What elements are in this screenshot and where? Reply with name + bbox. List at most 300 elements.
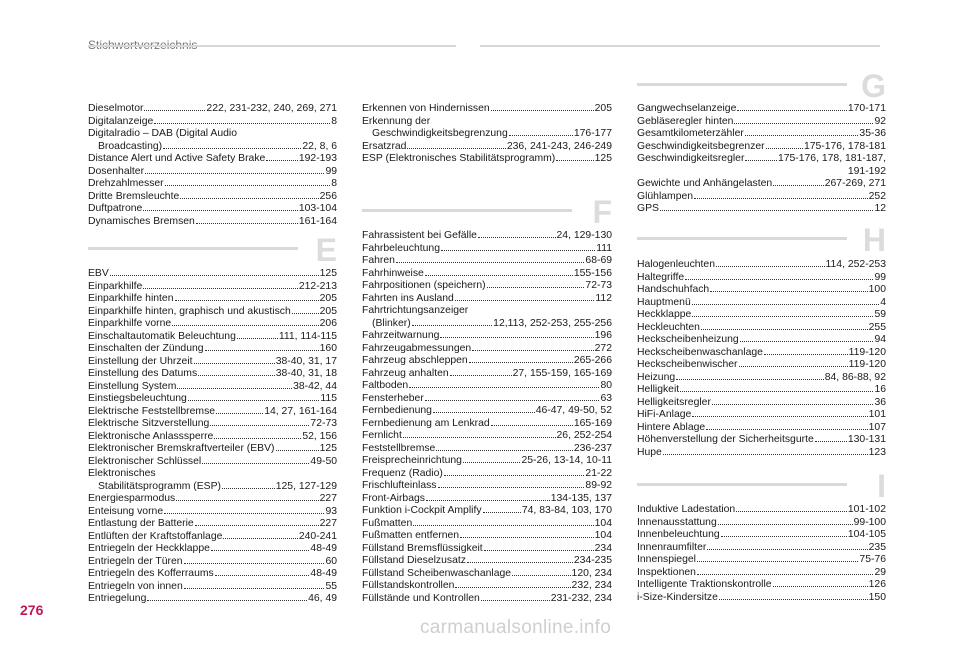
section-letter-g: G: [861, 68, 886, 104]
index-entry: [637, 153, 886, 166]
dot-leader: [184, 588, 325, 589]
index-pages: 125: [319, 268, 337, 279]
watermark: carmanualsonline.info: [420, 617, 612, 638]
dot-leader: [663, 454, 868, 455]
index-term: Freisprecheinrichtung: [362, 455, 462, 466]
dot-leader: [478, 237, 556, 238]
index-pages: 74, 83-84, 103, 170: [521, 505, 612, 516]
dot-leader: [163, 148, 301, 149]
dot-leader: [215, 575, 310, 576]
dot-leader: [460, 537, 594, 538]
index-entry: [637, 384, 886, 397]
dot-leader: [491, 110, 594, 111]
index-entry: [637, 128, 886, 141]
dot-leader: [745, 160, 777, 161]
index-term: Einparkhilfe hinten, graphisch und akustisch: [88, 305, 291, 317]
dot-leader: [701, 329, 868, 330]
index-entry: [362, 380, 612, 393]
index-entry: [362, 580, 612, 593]
dot-leader: [712, 404, 874, 405]
index-entry-term: Elektronisches: [88, 468, 156, 479]
index-entry: [637, 272, 886, 285]
index-pages: 205: [594, 103, 612, 114]
index-term: Fahren: [362, 255, 395, 266]
dot-leader: [425, 275, 573, 276]
index-pages: 24, 129-130: [556, 230, 612, 241]
index-pages: 234: [594, 542, 612, 554]
index-entry: [362, 468, 612, 481]
index-pages: 8: [331, 115, 337, 127]
index-pages: 134-135, 137: [550, 492, 612, 504]
index-pages: 212-213: [298, 280, 337, 292]
index-entry: [362, 593, 612, 606]
index-entry: [362, 443, 612, 456]
index-entry: [637, 372, 886, 385]
index-pages: 205: [319, 305, 337, 317]
index-pages: 231-232, 234: [550, 592, 612, 604]
index-pages: 16: [874, 384, 886, 395]
index-entry: [362, 153, 612, 166]
index-entry: [637, 347, 886, 360]
index-entry: [362, 555, 612, 568]
index-term: Helligkeitsregler: [637, 396, 711, 408]
index-term: Frequenz (Radio): [362, 467, 443, 479]
index-pages: 100: [868, 284, 886, 295]
index-term: Fernlicht: [362, 430, 402, 441]
index-pages: 68-69: [585, 255, 612, 266]
index-term: Hauptmenü: [637, 296, 691, 308]
section-bar-g: [637, 83, 847, 86]
index-pages: 115: [320, 393, 337, 404]
index-pages: 52, 156: [302, 430, 337, 442]
index-term: Heckleuchten: [637, 321, 700, 333]
dot-leader: [697, 574, 874, 575]
index-entry: [88, 166, 337, 179]
index-entry: [362, 103, 612, 116]
index-entry: [637, 309, 886, 322]
dot-leader: [736, 511, 847, 512]
index-pages: 104: [594, 517, 612, 529]
dot-leader: [210, 425, 309, 426]
index-term: Faltboden: [362, 380, 409, 391]
dot-leader: [739, 366, 848, 367]
index-pages: 72-73: [310, 418, 337, 429]
index-term: Entriegelung: [88, 593, 147, 604]
index-entry: [637, 409, 886, 422]
index-term: Geschwindigkeitsbegrenzer: [637, 140, 765, 152]
dot-leader: [734, 123, 873, 124]
index-entry: [637, 297, 886, 310]
index-entry: [362, 480, 612, 493]
index-entry-term: Erkennung der: [362, 115, 431, 127]
index-entry: [362, 405, 612, 418]
index-pages: 125, 127-129: [275, 480, 337, 492]
index-entry: [637, 554, 886, 567]
index-term: Entlüften der Kraftstoffanlage: [88, 530, 223, 542]
dot-leader: [773, 185, 824, 186]
index-term: Hintere Ablage: [637, 421, 706, 433]
dot-leader: [483, 512, 521, 513]
dot-leader: [710, 291, 867, 292]
dot-leader: [237, 338, 278, 339]
section-bar-e: [88, 247, 298, 250]
index-term: Fahrassistent bei Gefälle: [362, 230, 477, 241]
dot-leader: [469, 362, 573, 363]
index-entry: [362, 455, 612, 468]
index-term: Gesamtkilometerzähler: [637, 128, 744, 139]
index-entry: [362, 355, 612, 368]
index-pages: 4: [880, 296, 886, 308]
index-term: Dieselmotor: [88, 103, 144, 114]
header-rule-left: [88, 45, 456, 47]
index-pages: 240-241: [298, 530, 337, 542]
index-term: HiFi-Anlage: [637, 409, 692, 420]
index-term: Einparkhilfe hinten: [88, 293, 174, 304]
dot-leader: [188, 400, 320, 401]
index-term: ESP (Elektronisches Stabilitätsprogramm): [362, 153, 556, 164]
index-pages: 107: [868, 421, 886, 433]
dot-leader: [266, 160, 298, 161]
index-entry: [362, 318, 612, 331]
index-term: Heckscheibenwischer: [637, 359, 738, 370]
index-entry: [362, 330, 612, 343]
index-pages: 111: [596, 242, 612, 254]
dot-leader: [815, 441, 847, 442]
dot-leader: [721, 536, 847, 537]
index-entry: [88, 393, 337, 406]
index-term: Innenbeleuchtung: [637, 529, 720, 540]
index-term: Entlastung der Batterie: [88, 518, 194, 529]
dot-leader: [214, 438, 301, 439]
index-pages: 84, 86-88, 92: [824, 371, 886, 383]
index-entry: [88, 116, 337, 129]
index-entry: [637, 517, 886, 530]
index-entry: [88, 368, 337, 381]
dot-leader: [222, 488, 275, 489]
index-pages: 175-176, 178-181: [803, 140, 886, 152]
dot-leader: [172, 325, 318, 326]
index-pages: 60: [325, 555, 337, 567]
index-entry: [637, 103, 886, 116]
index-entry: [362, 493, 612, 506]
dot-leader: [450, 375, 512, 376]
index-entry: [637, 259, 886, 272]
index-term: Einstiegsbeleuchtung: [88, 393, 187, 404]
index-entry: [88, 216, 337, 229]
dot-leader: [412, 325, 492, 326]
index-pages: 222, 231-232, 240, 269, 271: [206, 103, 337, 114]
index-term: Funktion i-Cockpit Amplify: [362, 505, 482, 516]
index-entry: [362, 543, 612, 556]
index-entry: [637, 178, 886, 191]
index-pages: 72-73: [585, 280, 612, 291]
index-entry: [362, 530, 612, 543]
index-pages: 155-156: [573, 267, 612, 279]
index-entry: [637, 203, 886, 216]
index-pages: 227: [319, 518, 337, 529]
section-header-f: [362, 192, 612, 232]
index-pages: 46-47, 49-50, 52: [535, 405, 612, 416]
index-entry: [637, 334, 886, 347]
index-pages: 36: [874, 396, 886, 408]
index-pages: 150: [868, 591, 886, 603]
dot-leader: [143, 288, 298, 289]
index-term: Fahrzeug abschleppen: [362, 355, 468, 366]
index-term: Fahrzeugabmessungen: [362, 342, 472, 354]
index-term: Gewichte und Anhängelasten: [637, 178, 773, 189]
index-term: Glühlampen: [637, 190, 694, 202]
index-entry: [88, 293, 337, 306]
dot-leader: [692, 416, 867, 417]
dot-leader: [764, 354, 848, 355]
index-pages: 227: [319, 493, 337, 504]
index-entry: [88, 493, 337, 506]
index-entry: [362, 343, 612, 356]
index-term: Füllstandskontrollen: [362, 580, 455, 591]
index-term: Dynamisches Bremsen: [88, 215, 195, 227]
index-entry: [362, 430, 612, 443]
index-entry: [88, 281, 337, 294]
index-term: Elektronischer Schlüssel: [88, 455, 202, 467]
index-entry: [88, 443, 337, 456]
dot-leader: [472, 350, 593, 351]
index-entry: [88, 406, 337, 419]
dot-leader: [676, 379, 824, 380]
index-term: (Blinker): [372, 317, 411, 329]
index-entry: [88, 103, 337, 116]
index-term: Gebläseregler hinten: [637, 115, 734, 127]
index-pages: 89-92: [585, 480, 612, 491]
dot-leader: [175, 300, 319, 301]
dot-leader: [198, 375, 275, 376]
index-term: Innenspiegel: [637, 554, 696, 565]
index-term: Entriegeln des Kofferraums: [88, 568, 214, 579]
dot-leader: [487, 287, 585, 288]
index-pages: 59: [874, 309, 886, 320]
index-pages: 99-100: [853, 516, 886, 528]
dot-leader: [292, 313, 319, 314]
index-entry: [637, 529, 886, 542]
index-col2-e: [362, 103, 612, 166]
dot-leader: [403, 437, 556, 438]
index-term: Fernbedienung: [362, 405, 432, 416]
index-entry: [88, 418, 337, 431]
index-term: Fußmatten: [362, 517, 413, 529]
index-term: Einparkhilfe: [88, 280, 143, 292]
index-pages: 27, 155-159, 165-169: [512, 367, 612, 379]
index-term: Distance Alert und Active Safety Brake: [88, 153, 266, 164]
index-term: Drehzahlmesser: [88, 178, 164, 189]
index-pages: 94: [874, 334, 886, 345]
dot-leader: [745, 135, 859, 136]
index-pages: 101-102: [847, 504, 886, 515]
dot-leader: [164, 513, 324, 514]
index-pages: 46, 49: [308, 593, 337, 604]
index-entry-term: Digitalradio – DAB (Digital Audio: [88, 128, 238, 139]
dot-leader: [205, 350, 319, 351]
index-pages: 92: [874, 115, 886, 127]
dot-leader: [737, 110, 847, 111]
index-term: Elektrische Feststellbremse: [88, 405, 216, 417]
index-pages: 114, 252-253: [825, 259, 886, 270]
section-header-h: [637, 220, 886, 260]
index-term: Induktive Ladestation: [637, 504, 736, 515]
section-letter-e: E: [315, 232, 337, 268]
dot-leader: [143, 210, 298, 211]
index-term: Geschwindigkeitsbegrenzung: [372, 128, 508, 139]
dot-leader: [680, 391, 873, 392]
dot-leader: [455, 300, 595, 301]
index-pages: 119-120: [848, 359, 886, 370]
dot-leader: [147, 600, 307, 601]
index-entry: [362, 418, 612, 431]
index-term: Elektronische Anlasssperre: [88, 430, 214, 442]
dot-leader: [455, 587, 570, 588]
index-entry-term: Fahrtrichtungsanzeiger: [362, 305, 469, 316]
dot-leader: [766, 148, 803, 149]
index-term: Innenraumfilter: [637, 541, 707, 553]
index-entry: [637, 579, 886, 592]
section-bar-i: [637, 483, 847, 486]
index-term: Digitalanzeige: [88, 115, 154, 127]
dot-leader: [184, 563, 325, 564]
index-entry: [362, 230, 612, 243]
index-pages: 35-36: [859, 128, 886, 139]
index-entry: [88, 581, 337, 594]
index-term: Füllstände und Kontrollen: [362, 592, 480, 604]
index-col2-f: [362, 230, 612, 605]
index-pages: 252: [868, 190, 886, 202]
dot-leader: [692, 304, 879, 305]
section-letter-f: F: [592, 194, 612, 230]
index-term: Helligkeit: [637, 384, 680, 395]
index-entry: [88, 141, 337, 154]
index-entry: [88, 518, 337, 531]
index-term: Elektronischer Bremskraftverteiler (EBV): [88, 443, 275, 454]
dot-leader: [718, 524, 853, 525]
index-pages: 130-131: [847, 434, 886, 445]
index-entry: [637, 284, 886, 297]
dot-leader: [509, 135, 573, 136]
index-pages: 112: [595, 292, 612, 304]
index-term: Heizung: [637, 371, 676, 383]
index-term: Frischlufteinlass: [362, 480, 437, 491]
index-term: Fernbedienung am Lenkrad: [362, 417, 490, 429]
section-letter-h: H: [862, 222, 886, 258]
index-pages: 103-104: [298, 203, 337, 214]
dot-leader: [154, 123, 330, 124]
index-term: Einschalten der Zündung: [88, 343, 204, 354]
index-pages: 123: [868, 446, 886, 458]
dot-leader: [512, 575, 571, 576]
dot-leader: [202, 463, 309, 464]
index-term: Geschwindigkeitsregler: [637, 153, 745, 164]
dot-leader: [773, 586, 868, 587]
index-pages: 12: [874, 203, 886, 214]
index-entry: [362, 268, 612, 281]
index-term: Intelligente Traktionskontrolle: [637, 579, 772, 590]
index-entry: [637, 447, 886, 460]
index-pages: 12,113, 252-253, 255-256: [493, 317, 612, 329]
index-entry: [637, 434, 886, 447]
index-pages: 119-120: [848, 346, 886, 358]
dot-leader: [223, 538, 297, 539]
index-entry: [637, 567, 886, 580]
index-col1-d: [88, 103, 337, 228]
index-term: Erkennen von Hindernissen: [362, 103, 490, 114]
index-pages: 49-50: [310, 455, 337, 467]
dot-leader: [481, 600, 550, 601]
index-entry: [88, 481, 337, 494]
index-pages: 165-169: [573, 417, 612, 429]
dot-leader: [707, 549, 867, 550]
index-pages: 14, 27, 161-164: [264, 405, 337, 417]
index-term: Fahrten ins Ausland: [362, 292, 454, 304]
index-pages: 104: [594, 530, 612, 541]
dot-leader: [491, 425, 573, 426]
index-entry: [88, 506, 337, 519]
dot-leader: [176, 500, 318, 501]
index-pages: 93: [325, 505, 337, 517]
dot-leader: [484, 550, 594, 551]
header-rule-right: [480, 45, 880, 47]
dot-leader: [413, 525, 593, 526]
index-pages: 99: [874, 271, 886, 283]
index-entry: [637, 191, 886, 204]
index-pages: 236, 241-243, 246-249: [506, 140, 612, 152]
index-pages: 161-164: [298, 215, 337, 227]
index-entry: [88, 356, 337, 369]
index-col3-h: [637, 259, 886, 459]
dot-leader: [196, 223, 298, 224]
index-entry: [88, 593, 337, 606]
index-term: Füllstand Dieselzusatz: [362, 555, 466, 566]
index-pages: 192-193: [298, 153, 337, 164]
dot-leader: [433, 412, 535, 413]
index-pages: 125: [594, 153, 612, 164]
index-entry: [362, 280, 612, 293]
index-entry: [637, 504, 886, 517]
index-entry: [88, 381, 337, 394]
index-entry: [362, 393, 612, 406]
index-entry: [637, 322, 886, 335]
index-pages: 111, 114-115: [278, 330, 337, 342]
index-term: Einstellung des Datums: [88, 368, 198, 379]
dot-leader: [145, 173, 324, 174]
index-pages: 38-40, 31, 17: [275, 355, 337, 367]
index-pages: 8: [331, 178, 337, 189]
index-term: Heckscheibenwaschanlage: [637, 346, 763, 358]
index-pages: 234-235: [573, 555, 612, 566]
index-term: Fensterheber: [362, 392, 424, 404]
index-pages: 176-177: [573, 128, 612, 139]
index-pages: 38-42, 44: [293, 380, 337, 392]
index-term: Füllstand Scheibenwaschanlage: [362, 567, 512, 579]
index-pages: 26, 252-254: [556, 430, 612, 441]
dot-leader: [180, 198, 318, 199]
dot-leader: [436, 450, 573, 451]
dot-leader: [438, 487, 585, 488]
index-entry: [362, 505, 612, 518]
index-term: Inspektionen: [637, 566, 696, 578]
dot-leader: [467, 562, 573, 563]
index-entry: [362, 293, 612, 306]
index-term: Dritte Bremsleuchte: [88, 190, 180, 202]
index-entry: [88, 178, 337, 191]
dot-leader: [177, 388, 292, 389]
dot-leader: [144, 110, 205, 111]
index-term: Höhenverstellung der Sicherheitsgurte: [637, 434, 814, 445]
